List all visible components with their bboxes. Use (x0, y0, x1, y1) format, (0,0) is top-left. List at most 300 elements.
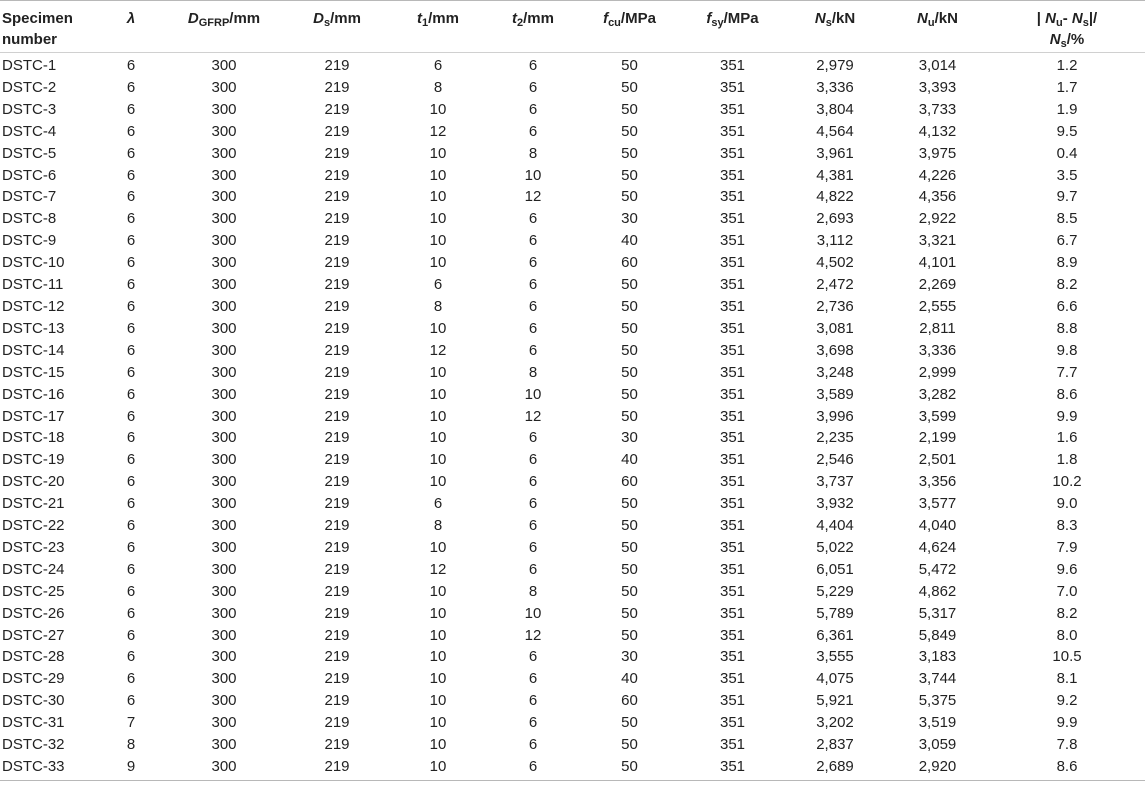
cell-f-cu: 50 (621, 276, 638, 294)
cell-d-gfrp: 300 (211, 254, 237, 272)
cell-f-cu: 50 (621, 385, 638, 403)
cell-d-gfrp: 300 (211, 385, 237, 403)
cell-t1: 12 (429, 341, 447, 359)
header-n-u (886, 1, 989, 53)
cell-t2: 10 (524, 385, 542, 403)
header-relative-error-label: | $N_u-$ $N_s|/$ $N_s/\%$ (1036, 10, 1098, 50)
cell-t1: 10 (429, 473, 447, 491)
cell-error: 9.9 (1056, 714, 1078, 732)
cell-f-sy: 351 (719, 692, 746, 710)
header-t2-sub: 2 (517, 17, 524, 29)
cell-specimen: DSTC-22 (2, 517, 65, 535)
cell-f-cu: 50 (621, 297, 638, 315)
cell-n-s: 3,555 (816, 648, 854, 666)
cell-f-sy: 351 (719, 429, 746, 447)
cell-specimen: DSTC-24 (2, 560, 65, 578)
cell-n-u: 2,555 (918, 297, 957, 315)
cell-n-u: 3,321 (918, 232, 957, 250)
cell-error: 8.6 (1056, 385, 1078, 403)
cell-error: 7.8 (1056, 736, 1078, 754)
cell-specimen: DSTC-15 (2, 363, 65, 381)
cell-error: 1.6 (1056, 429, 1078, 447)
cell-t2: 6 (528, 517, 538, 535)
cell-t2: 6 (528, 429, 538, 447)
cell-t2: 6 (528, 297, 538, 315)
header-n-s-unit: /kN (831, 10, 856, 27)
cell-n-u: 3,519 (918, 714, 957, 732)
cell-error: 7.7 (1056, 363, 1078, 381)
cell-t1: 8 (433, 517, 443, 535)
cell-t1: 12 (429, 560, 447, 578)
cell-lambda: 6 (126, 626, 136, 644)
header-d-s (286, 1, 388, 53)
cell-n-s: 3,961 (816, 144, 854, 162)
cell-f-cu: 50 (621, 319, 638, 337)
cell-d-s: 219 (324, 122, 350, 140)
cell-t1: 10 (429, 407, 447, 425)
cell-specimen: DSTC-9 (2, 232, 57, 250)
header-t1 (388, 1, 488, 53)
cell-n-u: 4,226 (918, 166, 957, 184)
cell-error: 7.0 (1056, 582, 1078, 600)
cell-t1: 10 (429, 604, 447, 622)
cell-lambda: 6 (126, 319, 136, 337)
cell-n-s: 2,235 (816, 429, 854, 447)
header-d-gfrp (162, 1, 286, 53)
cell-d-gfrp: 300 (211, 714, 237, 732)
cell-t2: 12 (524, 626, 542, 644)
header-f-cu-symbol: f (603, 10, 609, 27)
cell-d-s: 219 (324, 626, 350, 644)
cell-d-s: 219 (324, 188, 350, 206)
cell-n-s: 4,075 (816, 670, 854, 688)
cell-n-u: 2,922 (918, 210, 957, 228)
cell-lambda: 6 (126, 473, 136, 491)
cell-lambda: 6 (126, 582, 136, 600)
cell-error: 6.7 (1056, 232, 1078, 250)
cell-specimen: DSTC-28 (2, 648, 65, 666)
cell-d-gfrp: 300 (211, 538, 237, 556)
header-d-gfrp-symbol: D (187, 10, 199, 27)
cell-n-u: 5,849 (918, 626, 957, 644)
cell-n-u: 3,336 (918, 341, 957, 359)
cell-t2: 6 (528, 254, 538, 272)
cell-lambda: 6 (126, 100, 136, 118)
cell-f-cu: 50 (621, 517, 638, 535)
header-specimen-number (0, 1, 100, 53)
cell-lambda: 6 (126, 166, 136, 184)
cell-t2: 6 (528, 714, 538, 732)
cell-lambda: 6 (126, 407, 136, 425)
cell-n-u: 4,101 (918, 254, 957, 272)
table-row (0, 230, 1145, 252)
cell-specimen: DSTC-31 (2, 714, 65, 732)
cell-n-s: 3,336 (816, 78, 854, 96)
table-row (0, 712, 1145, 734)
cell-t2: 6 (528, 319, 538, 337)
cell-lambda: 6 (126, 385, 136, 403)
cell-error: 8.2 (1056, 276, 1078, 294)
cell-n-s: 4,822 (816, 188, 854, 206)
cell-d-s: 219 (324, 319, 350, 337)
header-n-s (784, 1, 886, 53)
cell-t2: 6 (528, 538, 538, 556)
table-row (0, 581, 1145, 603)
header-f-cu-unit: /MPa (620, 10, 656, 27)
cell-lambda: 6 (126, 363, 136, 381)
cell-f-sy: 351 (719, 363, 746, 381)
cell-f-cu: 60 (621, 254, 638, 272)
cell-f-sy: 351 (719, 626, 746, 644)
cell-d-gfrp: 300 (211, 451, 237, 469)
cell-lambda: 6 (126, 254, 136, 272)
cell-error: 1.9 (1056, 100, 1078, 118)
cell-f-cu: 30 (621, 210, 638, 228)
cell-n-s: 3,996 (816, 407, 854, 425)
cell-f-cu: 50 (621, 341, 638, 359)
cell-f-sy: 351 (719, 144, 746, 162)
header-f-cu-sub: cu (608, 17, 621, 29)
cell-f-sy: 351 (719, 758, 746, 775)
cell-specimen: DSTC-7 (2, 188, 57, 206)
cell-n-s: 4,502 (816, 254, 854, 272)
cell-d-gfrp: 300 (211, 144, 237, 162)
cell-f-cu: 60 (621, 692, 638, 710)
cell-specimen: DSTC-30 (2, 692, 65, 710)
cell-f-cu: 50 (621, 144, 638, 162)
cell-t2: 6 (528, 473, 538, 491)
cell-f-cu: 40 (621, 232, 638, 250)
cell-specimen: DSTC-17 (2, 407, 65, 425)
cell-f-sy: 351 (719, 451, 746, 469)
cell-f-cu: 40 (621, 670, 638, 688)
cell-d-s: 219 (324, 144, 350, 162)
cell-n-s: 6,361 (816, 626, 854, 644)
cell-specimen: DSTC-23 (2, 538, 65, 556)
cell-error: 8.2 (1056, 604, 1078, 622)
cell-error: 1.8 (1056, 451, 1078, 469)
cell-error: 0.4 (1056, 144, 1078, 162)
cell-specimen: DSTC-29 (2, 670, 65, 688)
cell-n-u: 3,577 (918, 495, 957, 513)
cell-specimen: DSTC-32 (2, 736, 65, 754)
header-f-sy-symbol: f (706, 10, 712, 27)
cell-error: 7.9 (1056, 538, 1078, 556)
cell-lambda: 6 (126, 604, 136, 622)
cell-f-cu: 30 (621, 429, 638, 447)
cell-t2: 6 (528, 670, 538, 688)
cell-lambda: 6 (126, 560, 136, 578)
cell-t1: 10 (429, 319, 447, 337)
table-row (0, 384, 1145, 406)
cell-f-sy: 351 (719, 407, 746, 425)
cell-f-cu: 50 (621, 57, 638, 74)
header-n-u-unit: /kN (934, 10, 958, 27)
cell-n-s: 5,921 (816, 692, 854, 710)
cell-f-cu: 50 (621, 166, 638, 184)
cell-d-gfrp: 300 (211, 319, 237, 337)
cell-error: 6.6 (1056, 297, 1078, 315)
cell-d-s: 219 (324, 758, 350, 775)
cell-lambda: 6 (126, 538, 136, 556)
cell-f-sy: 351 (719, 495, 746, 513)
cell-t2: 10 (524, 604, 542, 622)
header-f-sy (681, 1, 784, 53)
cell-f-sy: 351 (719, 604, 746, 622)
cell-t1: 10 (429, 670, 447, 688)
table-row (0, 186, 1145, 208)
table-row (0, 274, 1145, 296)
cell-n-s: 2,736 (816, 297, 854, 315)
cell-t2: 6 (528, 276, 538, 294)
cell-specimen: DSTC-13 (2, 319, 65, 337)
cell-t1: 10 (429, 758, 447, 775)
cell-n-u: 4,132 (918, 122, 957, 140)
cell-n-u: 3,183 (918, 648, 957, 666)
cell-lambda: 6 (126, 144, 136, 162)
table-row (0, 143, 1145, 165)
header-lambda-symbol: λ (126, 10, 136, 27)
cell-specimen: DSTC-20 (2, 473, 65, 491)
cell-t1: 10 (429, 582, 447, 600)
cell-n-u: 3,744 (918, 670, 957, 688)
cell-n-u: 4,862 (918, 582, 957, 600)
cell-n-s: 3,112 (816, 232, 854, 250)
cell-lambda: 6 (126, 648, 136, 666)
cell-t1: 10 (429, 385, 447, 403)
cell-f-sy: 351 (719, 100, 746, 118)
cell-specimen: DSTC-19 (2, 451, 65, 469)
cell-lambda: 6 (126, 210, 136, 228)
cell-f-sy: 351 (719, 254, 746, 272)
cell-d-gfrp: 300 (211, 78, 237, 96)
cell-t2: 6 (528, 451, 538, 469)
table-row (0, 449, 1145, 471)
cell-n-s: 2,689 (816, 758, 854, 775)
cell-t1: 10 (429, 210, 447, 228)
cell-d-gfrp: 300 (211, 188, 237, 206)
cell-error: 9.2 (1056, 692, 1078, 710)
cell-specimen: DSTC-18 (2, 429, 65, 447)
cell-error: 8.5 (1056, 210, 1078, 228)
cell-d-gfrp: 300 (211, 495, 237, 513)
cell-t1: 10 (429, 100, 447, 118)
cell-t2: 6 (528, 122, 538, 140)
cell-n-s: 3,932 (816, 495, 854, 513)
cell-d-gfrp: 300 (211, 670, 237, 688)
cell-f-sy: 351 (719, 166, 746, 184)
header-t1-sub: 1 (422, 17, 429, 29)
table-body (0, 53, 1145, 778)
header-d-gfrp-unit: /mm (229, 10, 261, 27)
cell-error: 8.9 (1056, 254, 1078, 272)
cell-d-s: 219 (324, 538, 350, 556)
cell-n-s: 3,202 (816, 714, 854, 732)
cell-d-s: 219 (324, 670, 350, 688)
cell-d-gfrp: 300 (211, 341, 237, 359)
cell-lambda: 6 (126, 122, 136, 140)
cell-f-cu: 50 (621, 582, 638, 600)
cell-n-u: 3,282 (918, 385, 957, 403)
header-lambda (100, 1, 162, 53)
header-f-cu (578, 1, 681, 53)
cell-f-cu: 50 (621, 560, 638, 578)
cell-d-s: 219 (324, 363, 350, 381)
cell-specimen: DSTC-2 (2, 78, 57, 96)
cell-specimen: DSTC-27 (2, 626, 65, 644)
cell-n-u: 2,811 (919, 319, 956, 337)
cell-f-sy: 351 (719, 385, 746, 403)
cell-lambda: 6 (126, 78, 136, 96)
cell-t1: 6 (433, 57, 443, 74)
cell-d-gfrp: 300 (211, 100, 237, 118)
header-t1-unit: /mm (428, 10, 459, 27)
cell-f-cu: 50 (621, 758, 638, 775)
cell-f-cu: 50 (621, 538, 638, 556)
cell-n-u: 4,624 (918, 538, 957, 556)
cell-d-s: 219 (324, 451, 350, 469)
cell-t1: 10 (429, 188, 447, 206)
cell-t1: 10 (429, 254, 447, 272)
header-d-s-symbol: D (313, 10, 324, 27)
header-d-s-unit: /mm (330, 10, 361, 27)
cell-f-cu: 60 (621, 473, 638, 491)
cell-n-s: 2,546 (816, 451, 854, 469)
cell-lambda: 6 (126, 188, 136, 206)
table-row (0, 427, 1145, 449)
cell-d-s: 219 (324, 385, 350, 403)
cell-f-sy: 351 (719, 78, 746, 96)
table-row (0, 318, 1145, 340)
cell-n-s: 2,979 (816, 57, 854, 74)
cell-d-s: 219 (324, 232, 350, 250)
cell-f-cu: 50 (621, 604, 638, 622)
cell-n-u: 2,199 (918, 429, 957, 447)
cell-f-cu: 50 (621, 122, 638, 140)
table-header (0, 1, 1145, 53)
cell-d-s: 219 (324, 341, 350, 359)
cell-d-s: 219 (324, 100, 350, 118)
cell-error: 10.5 (1052, 648, 1082, 666)
cell-error: 8.3 (1056, 517, 1078, 535)
cell-n-s: 6,051 (816, 560, 854, 578)
cell-error: 9.8 (1056, 341, 1078, 359)
cell-d-gfrp: 300 (211, 210, 237, 228)
cell-f-sy: 351 (719, 232, 746, 250)
cell-t1: 10 (429, 648, 447, 666)
cell-t1: 10 (429, 144, 447, 162)
cell-t2: 12 (524, 188, 542, 206)
cell-t2: 6 (528, 495, 538, 513)
cell-d-gfrp: 300 (211, 57, 237, 74)
cell-lambda: 6 (126, 692, 136, 710)
cell-f-sy: 351 (719, 276, 746, 294)
cell-n-u: 2,269 (918, 276, 957, 294)
cell-n-u: 3,356 (918, 473, 957, 491)
cell-n-s: 5,229 (816, 582, 854, 600)
cell-error: 10.2 (1052, 473, 1082, 491)
cell-t1: 10 (429, 232, 447, 250)
cell-lambda: 6 (126, 670, 136, 688)
cell-n-s: 2,472 (816, 276, 854, 294)
cell-d-s: 219 (324, 78, 350, 96)
cell-specimen: DSTC-12 (2, 297, 65, 315)
cell-n-u: 4,356 (918, 188, 957, 206)
cell-f-cu: 50 (621, 407, 638, 425)
cell-d-s: 219 (324, 582, 350, 600)
cell-d-gfrp: 300 (211, 736, 237, 754)
cell-t1: 12 (429, 122, 447, 140)
cell-d-s: 219 (324, 560, 350, 578)
cell-f-cu: 50 (621, 736, 638, 754)
header-t2-symbol: t (512, 10, 518, 27)
table-row (0, 690, 1145, 712)
cell-specimen: DSTC-1 (2, 57, 57, 74)
cell-f-sy: 351 (719, 210, 746, 228)
cell-d-gfrp: 300 (211, 407, 237, 425)
cell-specimen: DSTC-16 (2, 385, 65, 403)
cell-specimen: DSTC-5 (2, 144, 57, 162)
cell-d-gfrp: 300 (211, 363, 237, 381)
table-row (0, 646, 1145, 668)
table-row (0, 493, 1145, 515)
cell-f-cu: 40 (621, 451, 638, 469)
cell-n-u: 4,040 (918, 517, 957, 535)
cell-specimen: DSTC-4 (2, 122, 57, 140)
cell-f-sy: 351 (719, 297, 746, 315)
cell-d-gfrp: 300 (211, 429, 237, 447)
cell-specimen: DSTC-8 (2, 210, 57, 228)
cell-d-s: 219 (324, 495, 350, 513)
cell-t2: 6 (528, 758, 538, 775)
cell-lambda: 6 (126, 517, 136, 535)
cell-d-gfrp: 300 (211, 276, 237, 294)
cell-lambda: 6 (126, 57, 136, 74)
cell-n-s: 4,564 (816, 122, 854, 140)
cell-lambda: 6 (126, 429, 136, 447)
table-row (0, 668, 1145, 690)
cell-error: 9.5 (1056, 122, 1078, 140)
cell-d-s: 219 (324, 473, 350, 491)
cell-d-s: 219 (324, 210, 350, 228)
cell-d-gfrp: 300 (211, 648, 237, 666)
cell-t2: 6 (528, 232, 538, 250)
cell-f-sy: 351 (719, 517, 746, 535)
cell-t1: 6 (433, 276, 443, 294)
cell-error: 9.9 (1056, 407, 1078, 425)
cell-lambda: 6 (126, 495, 136, 513)
header-f-sy-unit: /MPa (723, 10, 759, 27)
cell-t1: 8 (433, 297, 443, 315)
cell-n-s: 3,248 (816, 363, 854, 381)
table-row (0, 208, 1145, 230)
cell-t2: 6 (528, 648, 538, 666)
cell-error: 9.7 (1056, 188, 1078, 206)
cell-t2: 6 (528, 78, 538, 96)
cell-error: 9.0 (1056, 495, 1078, 513)
header-specimen-line1: Specimen (2, 10, 73, 27)
cell-d-s: 219 (324, 429, 350, 447)
cell-t2: 10 (524, 166, 542, 184)
table-row (0, 406, 1145, 428)
cell-specimen: DSTC-6 (2, 166, 57, 184)
cell-f-sy: 351 (719, 538, 746, 556)
cell-error: 8.8 (1056, 319, 1078, 337)
cell-d-gfrp: 300 (211, 560, 237, 578)
table-row (0, 537, 1145, 559)
header-f-sy-sub: sy (711, 17, 724, 29)
cell-n-s: 4,404 (816, 517, 854, 535)
